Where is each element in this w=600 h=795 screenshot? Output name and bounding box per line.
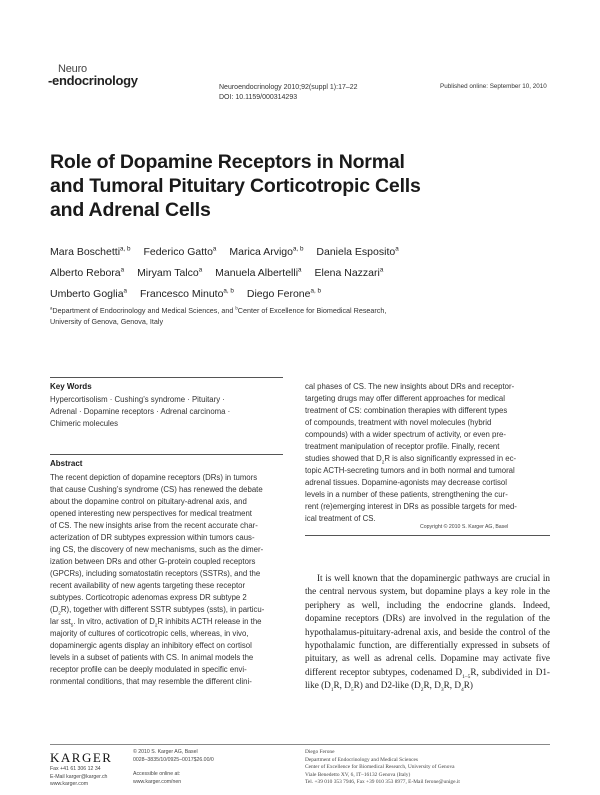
abstract-line: ing CS, the discovery of new mechanisms, such as the dimer- — [50, 545, 264, 554]
copyright-info — [133, 749, 214, 786]
abstract-line: lar sst$_5$. In vitro, activation of $D_2R$ inhibits ACTH release in the — [50, 617, 262, 628]
article-title — [50, 150, 550, 222]
abstract-line: topic ACTH-secreting tumors and in both normal and tumoral — [305, 466, 515, 475]
author: Francesco Minuto$^{a, b}$ — [139, 287, 234, 300]
introduction-paragraph: It is well known that the dopaminergic pathways are crucial in the central nervous system, but dopamine plays a key role in the periphery as well, including the endocrine glands. Indeed, dopamine receptors (DRs) are involved in the regulation of the hypothalamus-pituitary-adrenal axis, and beside the control of the hypothalamic function, are differentially expressed in subsets of pituitary, as well as adrenal cells. Dopamine may activate five different receptor subtypes, codenamed $D_{1-5}R$, subdivided in D1-like ($D_1R$, $D_5R$) and D2-like ($D_2R$, $D_3R$, $D_4R$) — [305, 573, 550, 694]
keywords-line: Adrenal · Dopamine receptors · Adrenal carcinoma · — [50, 407, 231, 416]
author: Alberto Rebora$^a$ — [50, 266, 125, 279]
journal-logo-endocrinology: -endocrinology — [48, 73, 138, 88]
abstract-line: levels in a subset of patients with CS. In animal models the — [50, 653, 254, 662]
title-line: Role of Dopamine Receptors in Normal — [50, 151, 405, 173]
journal-logo-neuro: Neuro — [58, 63, 87, 75]
correspondence-line: Department of Endocrinology and Medical Sciences — [305, 756, 419, 763]
abstract-line: targeting drugs may offer different approaches for medical — [305, 394, 505, 403]
abstract-line: dopaminergic agents display an inhibitory effect on cortisol — [50, 641, 252, 650]
correspondence-line: Center of Excellence for Biomedical Research, University of Genova — [305, 764, 455, 771]
abstract-line: rent (re)emerging interest in DRs as possible targets for med- — [305, 502, 517, 511]
contact-email[interactable]: E-Mail karger@karger.ch — [50, 773, 108, 780]
abstract-line: majority of cultures of corticotropic cells, whereas, in vivo, — [50, 629, 249, 638]
abstract-line: opened interesting new perspectives for medical treatment — [50, 509, 252, 518]
abstract-line: (GPCRs), including somatostatin receptors (SSTRs), and the — [50, 569, 261, 578]
correspondence-contact[interactable]: Tel. +39 010 353 7946, Fax +39 010 353 8977, E-Mail ferone@unige.it — [305, 779, 460, 786]
affiliation-line: University of Genova, Genova, Italy — [50, 317, 164, 326]
keywords-line: Chimeric molecules — [50, 419, 119, 428]
affiliation — [50, 305, 470, 327]
contact-website[interactable]: www.karger.com — [50, 781, 89, 788]
author: Manuela Albertelli$^a$ — [215, 266, 302, 279]
correspondence-name: Diego Ferone — [305, 749, 335, 755]
journal-citation — [219, 83, 358, 103]
keywords-list — [50, 394, 275, 430]
affiliation-line: $^a$Department of Endocrinology and Medical Sciences, and $^b$Center of Excellence for Biomedical Research, — [50, 305, 387, 315]
abstract-line: ical treatment of CS. — [305, 514, 376, 523]
abstract-line: about the dopamine control on pituitary-adrenal axis, and — [50, 497, 247, 506]
author-row — [50, 284, 409, 305]
abstract-continued — [305, 381, 550, 525]
abstract-line: of CS. The new insights arise from the recent accurate char- — [50, 521, 258, 530]
abstract-line: The recent depiction of dopamine receptors (DRs) in tumors — [50, 473, 258, 482]
abstract-end-rule — [305, 535, 550, 536]
copyright-notice: Copyright © 2010 S. Karger AG, Basel — [420, 524, 509, 530]
abstract-line: that cause Cushing’s syndrome (CS) has renewed the debate — [50, 485, 263, 494]
copyright-line: Accessible online at: — [133, 771, 181, 778]
author: Diego Ferone$^{a, b}$ — [246, 287, 321, 300]
journal-doi[interactable]: DOI: 10.1159/000314293 — [219, 94, 298, 101]
abstract-line: treatment manipulation of receptor profile. Finally, recent — [305, 442, 500, 451]
abstract-line: levels in a number of these patients, strengthening the cur- — [305, 490, 508, 499]
copyright-line: 0028–3835/10/0925–0017$26.00/0 — [133, 756, 214, 763]
author-row — [50, 263, 409, 284]
abstract-line: ization between DRs and other G-protein coupled receptors — [50, 557, 256, 566]
author: Elena Nazzari$^a$ — [314, 266, 384, 279]
journal-website[interactable]: www.karger.com/nen — [133, 778, 182, 785]
abstract-line: of compounds, treatment with novel molecules (hybrid — [305, 418, 492, 427]
publisher-contact — [50, 766, 107, 789]
abstract-line: studies showed that $D_2R$ is also significantly expressed in ec- — [305, 454, 517, 465]
author: Marica Arvigo$^{a, b}$ — [229, 245, 304, 258]
keywords-line: Hypercortisolism · Cushing’s syndrome · Pituitary · — [50, 395, 225, 404]
author-list — [50, 242, 409, 305]
abstract-line: recent availability of new agents targeting these receptor — [50, 581, 246, 590]
correspondence-address — [305, 749, 460, 787]
abstract-line: receptor profile can be deeply modulated in specific envi- — [50, 665, 247, 674]
abstract-line: ronmental conditions, that may resemble the different clini- — [50, 677, 252, 686]
abstract-body — [50, 472, 283, 688]
correspondence-line: Viale Benedetto XV, 6, IT–16132 Genova (Italy) — [305, 771, 411, 778]
abstract-line: cal phases of CS. The new insights about DRs and receptor- — [305, 382, 515, 391]
abstract-line: subtypes. Corticotropic adenomas express DR subtype 2 — [50, 593, 247, 602]
abstract-heading: Abstract — [50, 459, 83, 468]
footer-rule — [50, 744, 550, 745]
abstract-line: adrenal tissues. Dopamine-agonists may decrease cortisol — [305, 478, 507, 487]
journal-citation-line: Neuroendocrinology 2010;92(suppl 1):17–22 — [219, 84, 358, 91]
author: Federico Gatto$^a$ — [143, 245, 217, 258]
introduction-text — [305, 572, 550, 693]
author: Umberto Goglia$^a$ — [50, 287, 128, 300]
author-row — [50, 242, 409, 263]
abstract-line: $(D_2R)$, together with different SSTR subtypes (ssts), in particu- — [50, 605, 265, 616]
author: Miryam Talco$^a$ — [137, 266, 203, 279]
copyright-line: © 2010 S. Karger AG, Basel — [133, 749, 198, 755]
copyright-line — [133, 764, 214, 771]
keywords-heading: Key Words — [50, 382, 92, 391]
abstract-rule — [50, 454, 283, 455]
title-line: and Tumoral Pituitary Corticotropic Cells — [50, 175, 421, 197]
abstract-line: compounds) with a wider spectrum of activity, or even pre- — [305, 430, 506, 439]
author: Mara Boschetti$^{a, b}$ — [50, 245, 131, 258]
title-line: and Adrenal Cells — [50, 199, 211, 221]
abstract-line: treatment of CS: combination therapies with different types — [305, 406, 508, 415]
contact-line: Fax +41 61 306 12 34 — [50, 766, 101, 772]
abstract-line: acterization of DR subtypes expression within tumors caus- — [50, 533, 255, 542]
published-date: Published online: September 10, 2010 — [440, 83, 547, 90]
publisher-logo: KARGER — [50, 750, 113, 765]
keywords-rule — [50, 377, 283, 378]
author: Daniela Esposito$^a$ — [316, 245, 399, 258]
